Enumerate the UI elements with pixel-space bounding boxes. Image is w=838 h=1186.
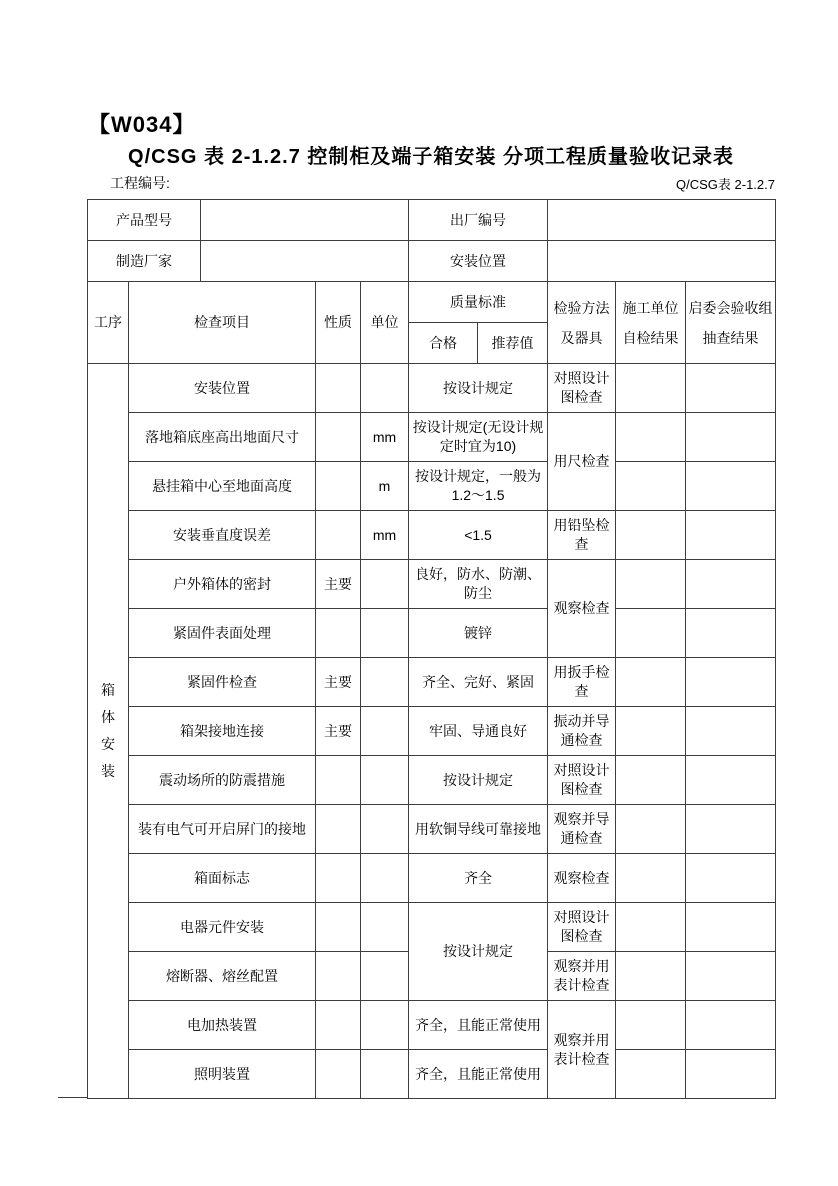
- table-row: [88, 609, 776, 658]
- nature-cell: [316, 1001, 361, 1050]
- table-row: [88, 462, 776, 511]
- table-bottom-border-overhang: [58, 1097, 88, 1098]
- standard-cell: 按设计规定，一般为1.2～1.5: [409, 462, 548, 511]
- nature-cell: [316, 805, 361, 854]
- unit-cell: [361, 854, 409, 903]
- col-header-nature: 性质: [316, 282, 361, 364]
- method-cell: 用扳手检查: [548, 658, 616, 707]
- doc-code: 【W034】: [88, 112, 196, 137]
- check-item-cell: 熔断器、熔丝配置: [129, 952, 316, 1001]
- self-check-result-cell: [616, 903, 686, 952]
- install-location-value: [548, 241, 776, 282]
- meta-row: [87, 173, 775, 193]
- nature-cell: [316, 462, 361, 511]
- col-header-item: 检查项目: [129, 282, 316, 364]
- method-cell: 对照设计图检查: [548, 756, 616, 805]
- nature-cell: [316, 364, 361, 413]
- nature-cell: [316, 1050, 361, 1099]
- standard-cell: 齐全、完好、紧固: [409, 658, 548, 707]
- unit-cell: [361, 707, 409, 756]
- spot-check-result-cell: [686, 609, 776, 658]
- spot-check-result-cell: [686, 364, 776, 413]
- standard-cell: 齐全: [409, 854, 548, 903]
- spot-check-result-cell: [686, 1050, 776, 1099]
- standard-cell: 按设计规定: [409, 364, 548, 413]
- self-check-result-cell: [616, 854, 686, 903]
- table-row: [88, 511, 776, 560]
- unit-cell: [361, 903, 409, 952]
- method-cell: 观察并导通检查: [548, 805, 616, 854]
- standard-cell: 镀锌: [409, 609, 548, 658]
- self-check-result-cell: [616, 756, 686, 805]
- method-cell: 用铅坠检查: [548, 511, 616, 560]
- spot-check-result-cell: [686, 805, 776, 854]
- col-header-self-check: 施工单位自检结果: [616, 282, 686, 364]
- standard-cell: 按设计规定(无设计规定时宜为10): [409, 413, 548, 462]
- table-row: [88, 854, 776, 903]
- col-header-spot-check: 启委会验收组抽查结果: [686, 282, 776, 364]
- self-check-result-cell: [616, 952, 686, 1001]
- spot-check-result-cell: [686, 854, 776, 903]
- spot-check-result-cell: [686, 903, 776, 952]
- unit-cell: [361, 1001, 409, 1050]
- check-item-cell: 震动场所的防震措施: [129, 756, 316, 805]
- spot-check-result-cell: [686, 756, 776, 805]
- col-header-qualified: 合格: [409, 323, 478, 364]
- spot-check-result-cell: [686, 952, 776, 1001]
- method-cell: 观察并用表计检查: [548, 952, 616, 1001]
- method-cell: 对照设计图检查: [548, 364, 616, 413]
- col-header-standard: 质量标准: [409, 282, 548, 323]
- spot-check-result-cell: [686, 560, 776, 609]
- unit-cell: mm: [361, 511, 409, 560]
- project-number-label: 工程编号:: [110, 175, 170, 191]
- spot-check-result-cell: [686, 462, 776, 511]
- nature-cell: 主要: [316, 658, 361, 707]
- self-check-result-cell: [616, 462, 686, 511]
- unit-cell: [361, 952, 409, 1001]
- unit-cell: [361, 609, 409, 658]
- self-check-result-cell: [616, 609, 686, 658]
- info-row-manufacturer: [88, 241, 776, 282]
- header-row: [88, 282, 776, 323]
- check-item-cell: 箱面标志: [129, 854, 316, 903]
- unit-cell: [361, 1050, 409, 1099]
- self-check-result-cell: [616, 805, 686, 854]
- acceptance-record-table: [87, 199, 776, 1099]
- factory-number-value: [548, 200, 776, 241]
- col-header-process: 工序: [88, 282, 129, 364]
- unit-cell: m: [361, 462, 409, 511]
- self-check-result-cell: [616, 707, 686, 756]
- product-model-value: [201, 200, 409, 241]
- nature-cell: [316, 413, 361, 462]
- process-group-label: 箱体安装: [101, 682, 115, 779]
- install-location-label: 安装位置: [409, 241, 548, 282]
- col-header-recommended: 推荐值: [478, 323, 548, 364]
- unit-cell: [361, 560, 409, 609]
- standard-cell: <1.5: [409, 511, 548, 560]
- unit-cell: [361, 364, 409, 413]
- table-row: [88, 756, 776, 805]
- self-check-result-cell: [616, 560, 686, 609]
- table-row: [88, 903, 776, 952]
- standard-cell: 良好，防水、防潮、防尘: [409, 560, 548, 609]
- standard-cell: 按设计规定: [409, 756, 548, 805]
- spot-check-result-cell: [686, 1001, 776, 1050]
- nature-cell: [316, 511, 361, 560]
- table-row: [88, 805, 776, 854]
- standard-cell: 齐全，且能正常使用: [409, 1050, 548, 1099]
- nature-cell: 主要: [316, 707, 361, 756]
- method-cell: 观察检查: [548, 560, 616, 658]
- unit-cell: [361, 756, 409, 805]
- method-cell: 用尺检查: [548, 413, 616, 511]
- nature-cell: [316, 756, 361, 805]
- table-row: [88, 1050, 776, 1099]
- method-cell: 观察检查: [548, 854, 616, 903]
- info-row-product: [88, 200, 776, 241]
- standard-cell: 牢固、导通良好: [409, 707, 548, 756]
- page-title: Q/CSG 表 2-1.2.7 控制柜及端子箱安装 分项工程质量验收记录表: [128, 146, 734, 168]
- standard-cell: 齐全，且能正常使用: [409, 1001, 548, 1050]
- process-group-cell: [88, 364, 129, 1099]
- check-item-cell: 电加热装置: [129, 1001, 316, 1050]
- manufacturer-label: 制造厂家: [88, 241, 201, 282]
- method-cell: 振动并导通检查: [548, 707, 616, 756]
- self-check-result-cell: [616, 413, 686, 462]
- nature-cell: [316, 903, 361, 952]
- self-check-result-cell: [616, 658, 686, 707]
- table-row: [88, 364, 776, 413]
- standard-cell: 用软铜导线可靠接地: [409, 805, 548, 854]
- table-row: [88, 413, 776, 462]
- col-header-unit: 单位: [361, 282, 409, 364]
- check-item-cell: 悬挂箱中心至地面高度: [129, 462, 316, 511]
- table-row: [88, 658, 776, 707]
- spot-check-result-cell: [686, 413, 776, 462]
- spot-check-result-cell: [686, 658, 776, 707]
- check-item-cell: 照明装置: [129, 1050, 316, 1099]
- nature-cell: [316, 609, 361, 658]
- form-reference: Q/CSG表 2-1.2.7: [676, 177, 775, 192]
- method-cell: 对照设计图检查: [548, 903, 616, 952]
- nature-cell: 主要: [316, 560, 361, 609]
- factory-number-label: 出厂编号: [409, 200, 548, 241]
- nature-cell: [316, 854, 361, 903]
- unit-cell: [361, 805, 409, 854]
- spot-check-result-cell: [686, 707, 776, 756]
- product-model-label: 产品型号: [88, 200, 201, 241]
- manufacturer-value: [201, 241, 409, 282]
- check-item-cell: 装有电气可开启屏门的接地: [129, 805, 316, 854]
- self-check-result-cell: [616, 511, 686, 560]
- self-check-result-cell: [616, 1001, 686, 1050]
- standard-cell: 按设计规定: [409, 903, 548, 1001]
- check-item-cell: 落地箱底座高出地面尺寸: [129, 413, 316, 462]
- check-item-cell: 紧固件检查: [129, 658, 316, 707]
- col-header-method: 检验方法及器具: [548, 282, 616, 364]
- check-item-cell: 安装位置: [129, 364, 316, 413]
- self-check-result-cell: [616, 1050, 686, 1099]
- check-item-cell: 电器元件安装: [129, 903, 316, 952]
- check-item-cell: 箱架接地连接: [129, 707, 316, 756]
- method-cell: 观察并用表计检查: [548, 1001, 616, 1099]
- nature-cell: [316, 952, 361, 1001]
- check-item-cell: 安装垂直度误差: [129, 511, 316, 560]
- spot-check-result-cell: [686, 511, 776, 560]
- table-row: [88, 1001, 776, 1050]
- unit-cell: [361, 658, 409, 707]
- unit-cell: mm: [361, 413, 409, 462]
- table-row: [88, 560, 776, 609]
- self-check-result-cell: [616, 364, 686, 413]
- check-item-cell: 紧固件表面处理: [129, 609, 316, 658]
- table-row: [88, 707, 776, 756]
- check-item-cell: 户外箱体的密封: [129, 560, 316, 609]
